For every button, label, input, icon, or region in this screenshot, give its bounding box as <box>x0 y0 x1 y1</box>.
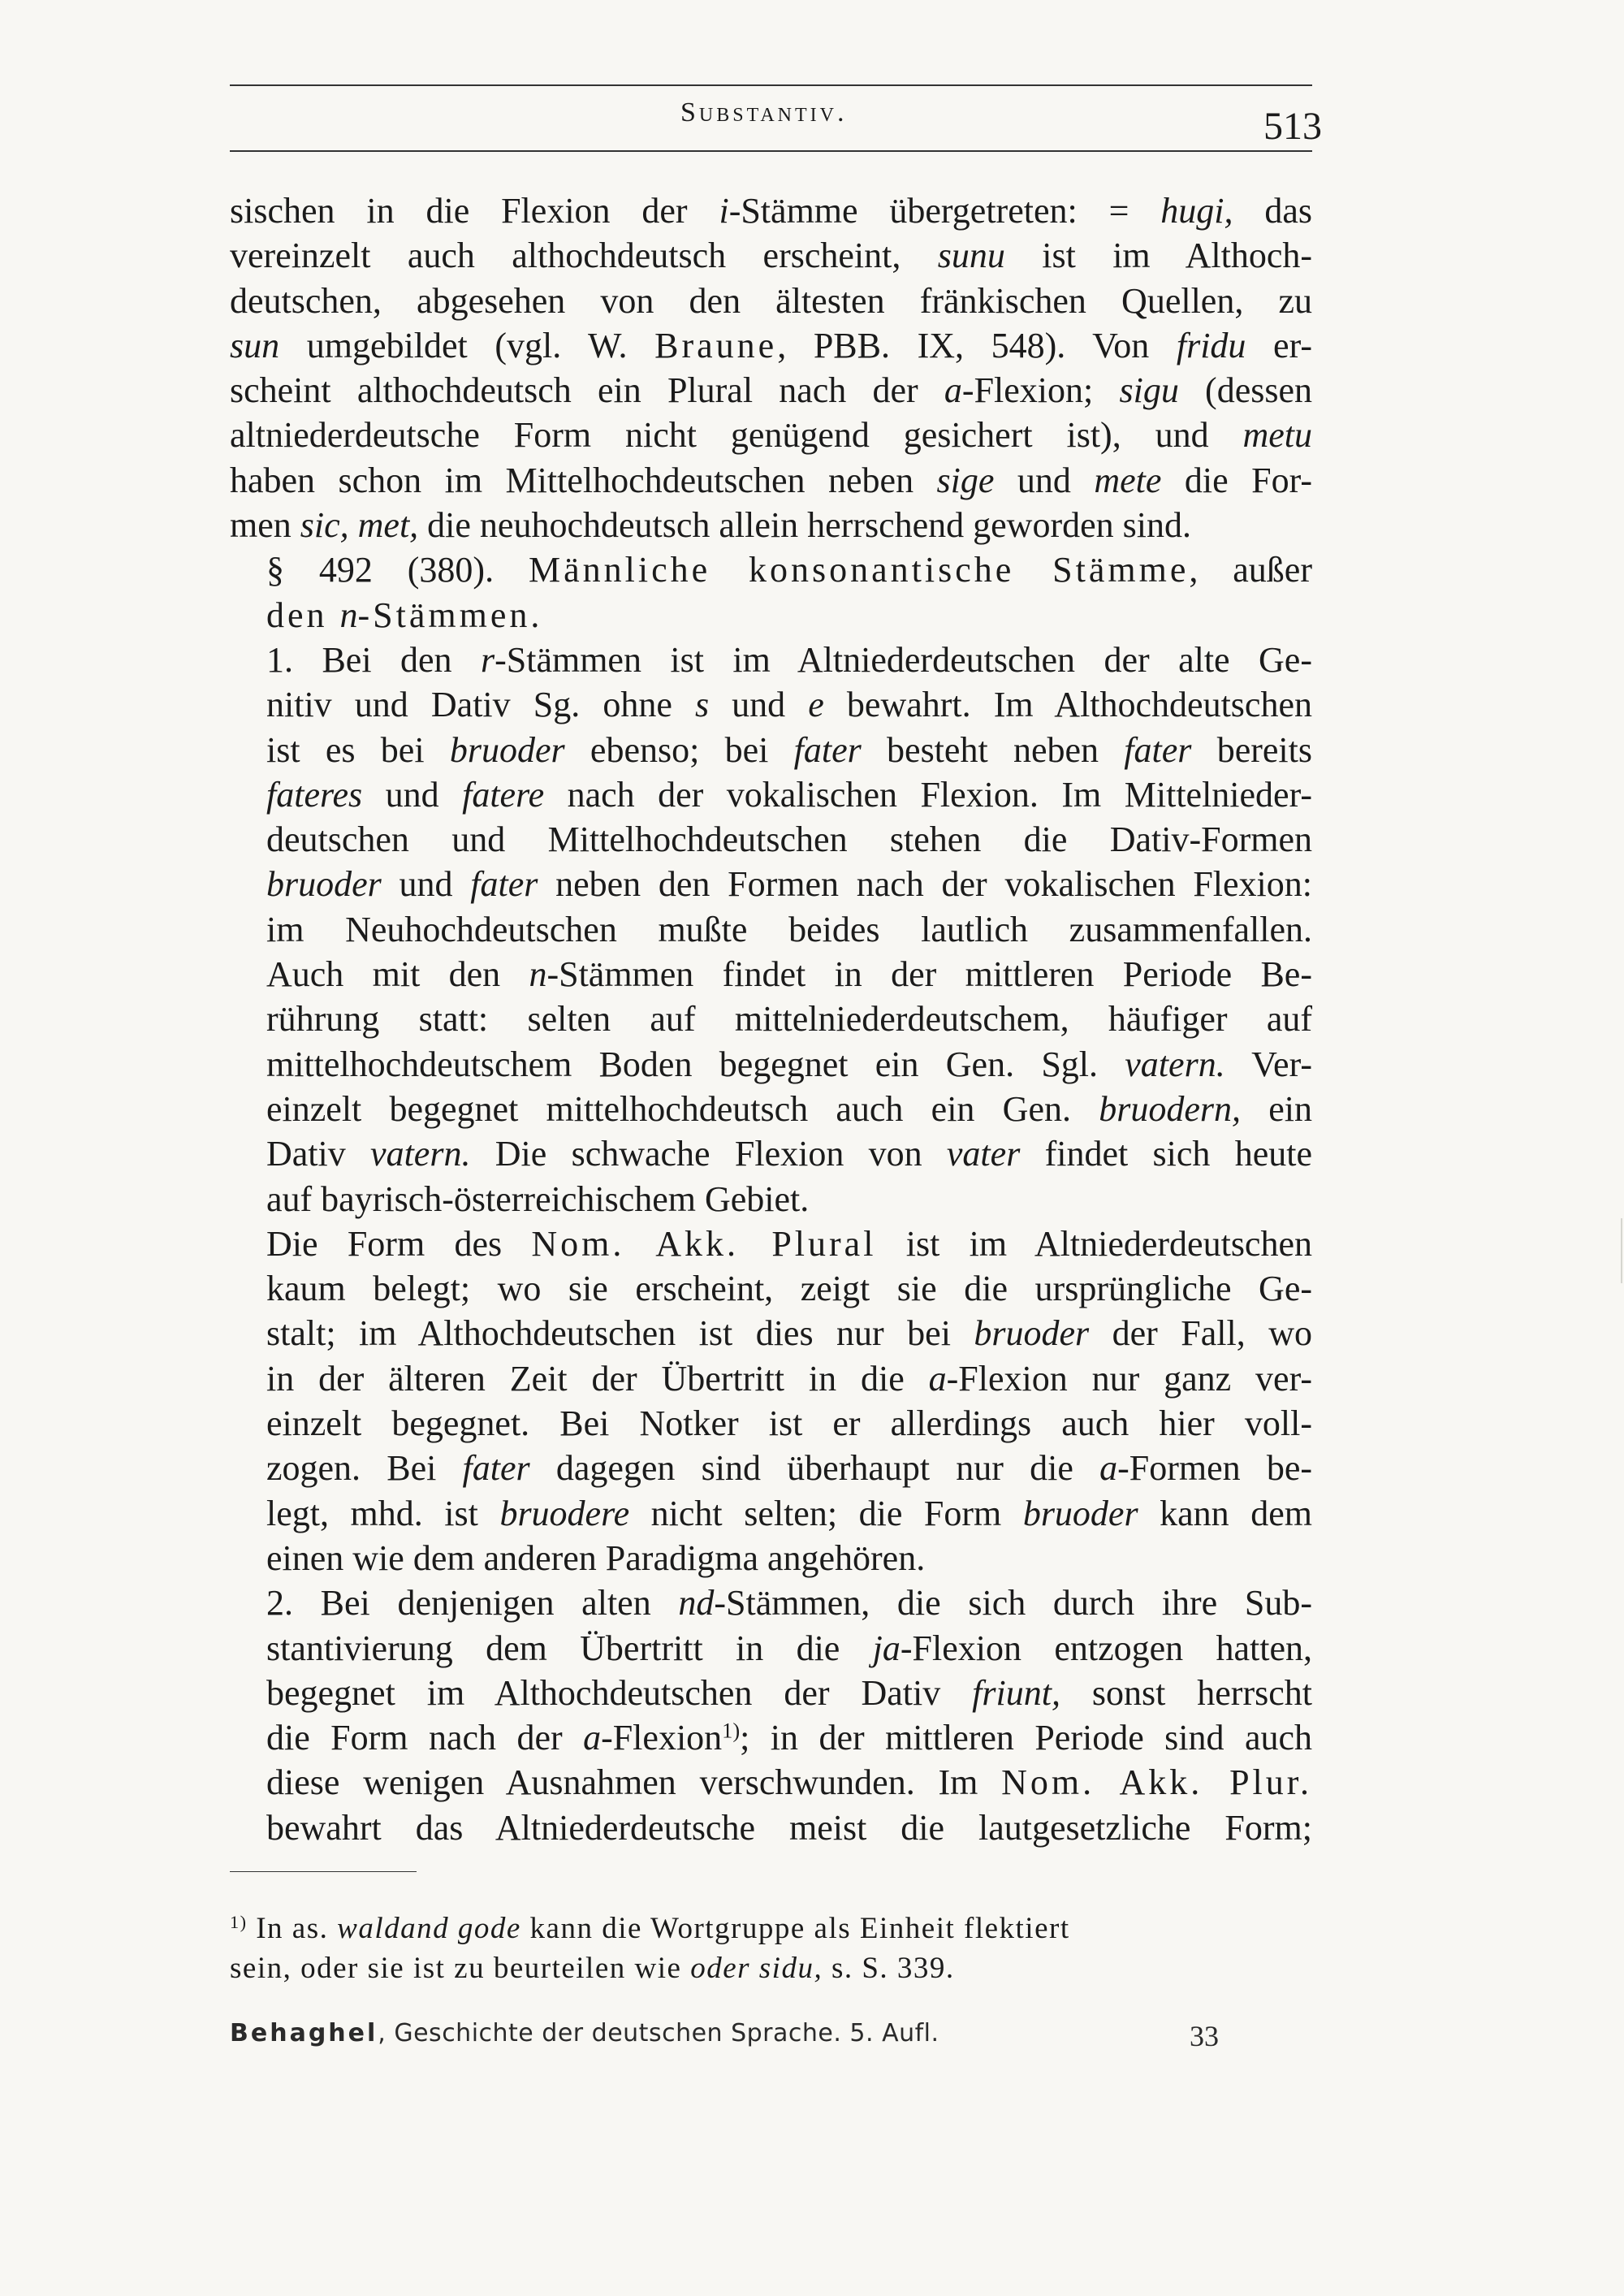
footnote-separator <box>230 1871 417 1872</box>
text-line: stalt; im Althochdeutschen ist dies nur bei bruoder der Fall, wo <box>266 1313 1312 1354</box>
text-line: auf bayrisch-österreichischem Gebiet. <box>266 1178 810 1219</box>
footnote <box>230 1909 1312 1988</box>
paragraph-3 <box>230 638 1312 1222</box>
header-rule-top <box>230 84 1312 86</box>
text-line: einen wie dem anderen Paradigma angehören. <box>266 1537 926 1578</box>
text-line: legt, mhd. ist bruodere nicht selten; die Form bruoder kann dem <box>266 1493 1312 1533</box>
text-line: Auch mit den n-Stämmen findet in der mittleren Periode Be- <box>266 954 1312 995</box>
text-line: men sic, met, die neuhochdeutsch allein herrschend geworden sind. <box>230 505 1191 546</box>
text-line: Die Form des Nom. Akk. Plural ist im Altniederdeutschen <box>266 1223 1312 1264</box>
header-rule-bottom <box>230 150 1312 152</box>
footer <box>230 2019 1312 2052</box>
page-number: 513 <box>1263 105 1322 148</box>
text-line: 1. Bei den r-Stämmen ist im Altniederdeutschen der alte Ge- <box>266 639 1312 680</box>
text-line: einzelt begegnet mittelhochdeutsch auch ein Gen. bruodern, ein <box>266 1088 1312 1129</box>
text-line: bruoder und fater neben den Formen nach der vokalischen Flexion: <box>266 864 1313 905</box>
footnote-line: sein, oder sie ist zu beurteilen wie oder sidu, s. S. 339. <box>230 1952 955 1985</box>
text-line: § 492 (380). Männliche konsonantische Stämme, außer <box>266 550 1312 590</box>
text-line: im Neuhochdeutschen mußte beides lautlich zusammenfallen. <box>266 909 1312 949</box>
text-line: bewahrt das Altniederdeutsche meist die lautgesetzliche Form; <box>266 1807 1312 1848</box>
running-head: Substantiv. <box>680 97 848 128</box>
paragraph-4 <box>230 1222 1312 1580</box>
text-line: die Form nach der a-Flexion$^{1)}$; in der mittleren Periode sind auch <box>266 1718 1313 1758</box>
text-line: mittelhochdeutschem Boden begegnet ein Gen. Sgl. vatern. Ver- <box>266 1044 1312 1084</box>
paragraph-1 <box>230 188 1312 547</box>
text-line: fateres und fatere nach der vokalischen Flexion. Im Mittelnieder- <box>266 774 1313 815</box>
text-line: begegnet im Althochdeutschen der Dativ friunt, sonst herrscht <box>266 1672 1312 1713</box>
text-line: einzelt begegnet. Bei Notker ist er allerdings auch hier voll- <box>266 1403 1312 1444</box>
text-line: zogen. Bei fater dagegen sind überhaupt nur die a-Formen be- <box>266 1448 1312 1489</box>
text-line: altniederdeutsche Form nicht genügend gesichert ist), und metu <box>230 415 1312 456</box>
text-line: 2. Bei denjenigen alten nd-Stämmen, die sich durch ihre Sub- <box>266 1583 1312 1624</box>
text-line: in der älteren Zeit der Übertritt in die a-Flexion nur ganz ver- <box>266 1358 1312 1399</box>
text-line: deutschen, abgesehen von den ältesten fränkischen Quellen, zu <box>230 280 1312 321</box>
text-line: nitiv und Dativ Sg. ohne s und e bewahrt. Im Althochdeutschen <box>266 685 1312 725</box>
paragraph-5 <box>230 1580 1312 1850</box>
footer-book-title: , Geschichte der deutschen Sprache. 5. Aufl. <box>378 2019 939 2047</box>
text-line: stantivierung dem Übertritt in die ja-Flexion entzogen hatten, <box>266 1628 1313 1668</box>
text-line: rührung statt: selten auf mittelniederdeutschem, häufiger auf <box>266 999 1312 1040</box>
section-heading-492 <box>230 547 1312 638</box>
footer-author: Behaghel <box>230 2019 378 2047</box>
footnote-line: $^{1)}$ In as. waldand gode kann die Wortgruppe als Einheit flektiert <box>230 1911 1070 1945</box>
text-line: Dativ vatern. Die schwache Flexion von vater findet sich heute <box>266 1134 1312 1174</box>
text-line: scheint althochdeutsch ein Plural nach der a-Flexion; sigu (dessen <box>230 370 1312 411</box>
footnote-marker: 1) <box>722 1718 741 1743</box>
text-line: diese wenigen Ausnahmen verschwunden. Im Nom. Akk. Plur. <box>266 1762 1312 1803</box>
text-line: haben schon im Mittelhochdeutschen neben sige und mete die For- <box>230 460 1313 500</box>
text-line: deutschen und Mittelhochdeutschen stehen die Dativ-Formen <box>266 819 1312 860</box>
scan-edge-artifact <box>1621 1218 1622 1283</box>
text-line: den n-Stämmen. <box>266 595 540 635</box>
text-line: vereinzelt auch althochdeutsch erscheint, sunu ist im Althoch- <box>230 236 1313 276</box>
text-line: sischen in die Flexion der i-Stämme übergetreten: = hugi, das <box>230 191 1312 231</box>
text-line: ist es bei bruoder ebenso; bei fater besteht neben fater bereits <box>266 729 1312 770</box>
main-text <box>230 188 1312 1850</box>
signature-number: 33 <box>1190 2020 1219 2052</box>
text-line: sun umgebildet (vgl. W. Braune, PBB. IX, 548). Von fridu er- <box>230 325 1313 365</box>
text-line: kaum belegt; wo sie erscheint, zeigt sie die ursprüngliche Ge- <box>266 1269 1312 1309</box>
